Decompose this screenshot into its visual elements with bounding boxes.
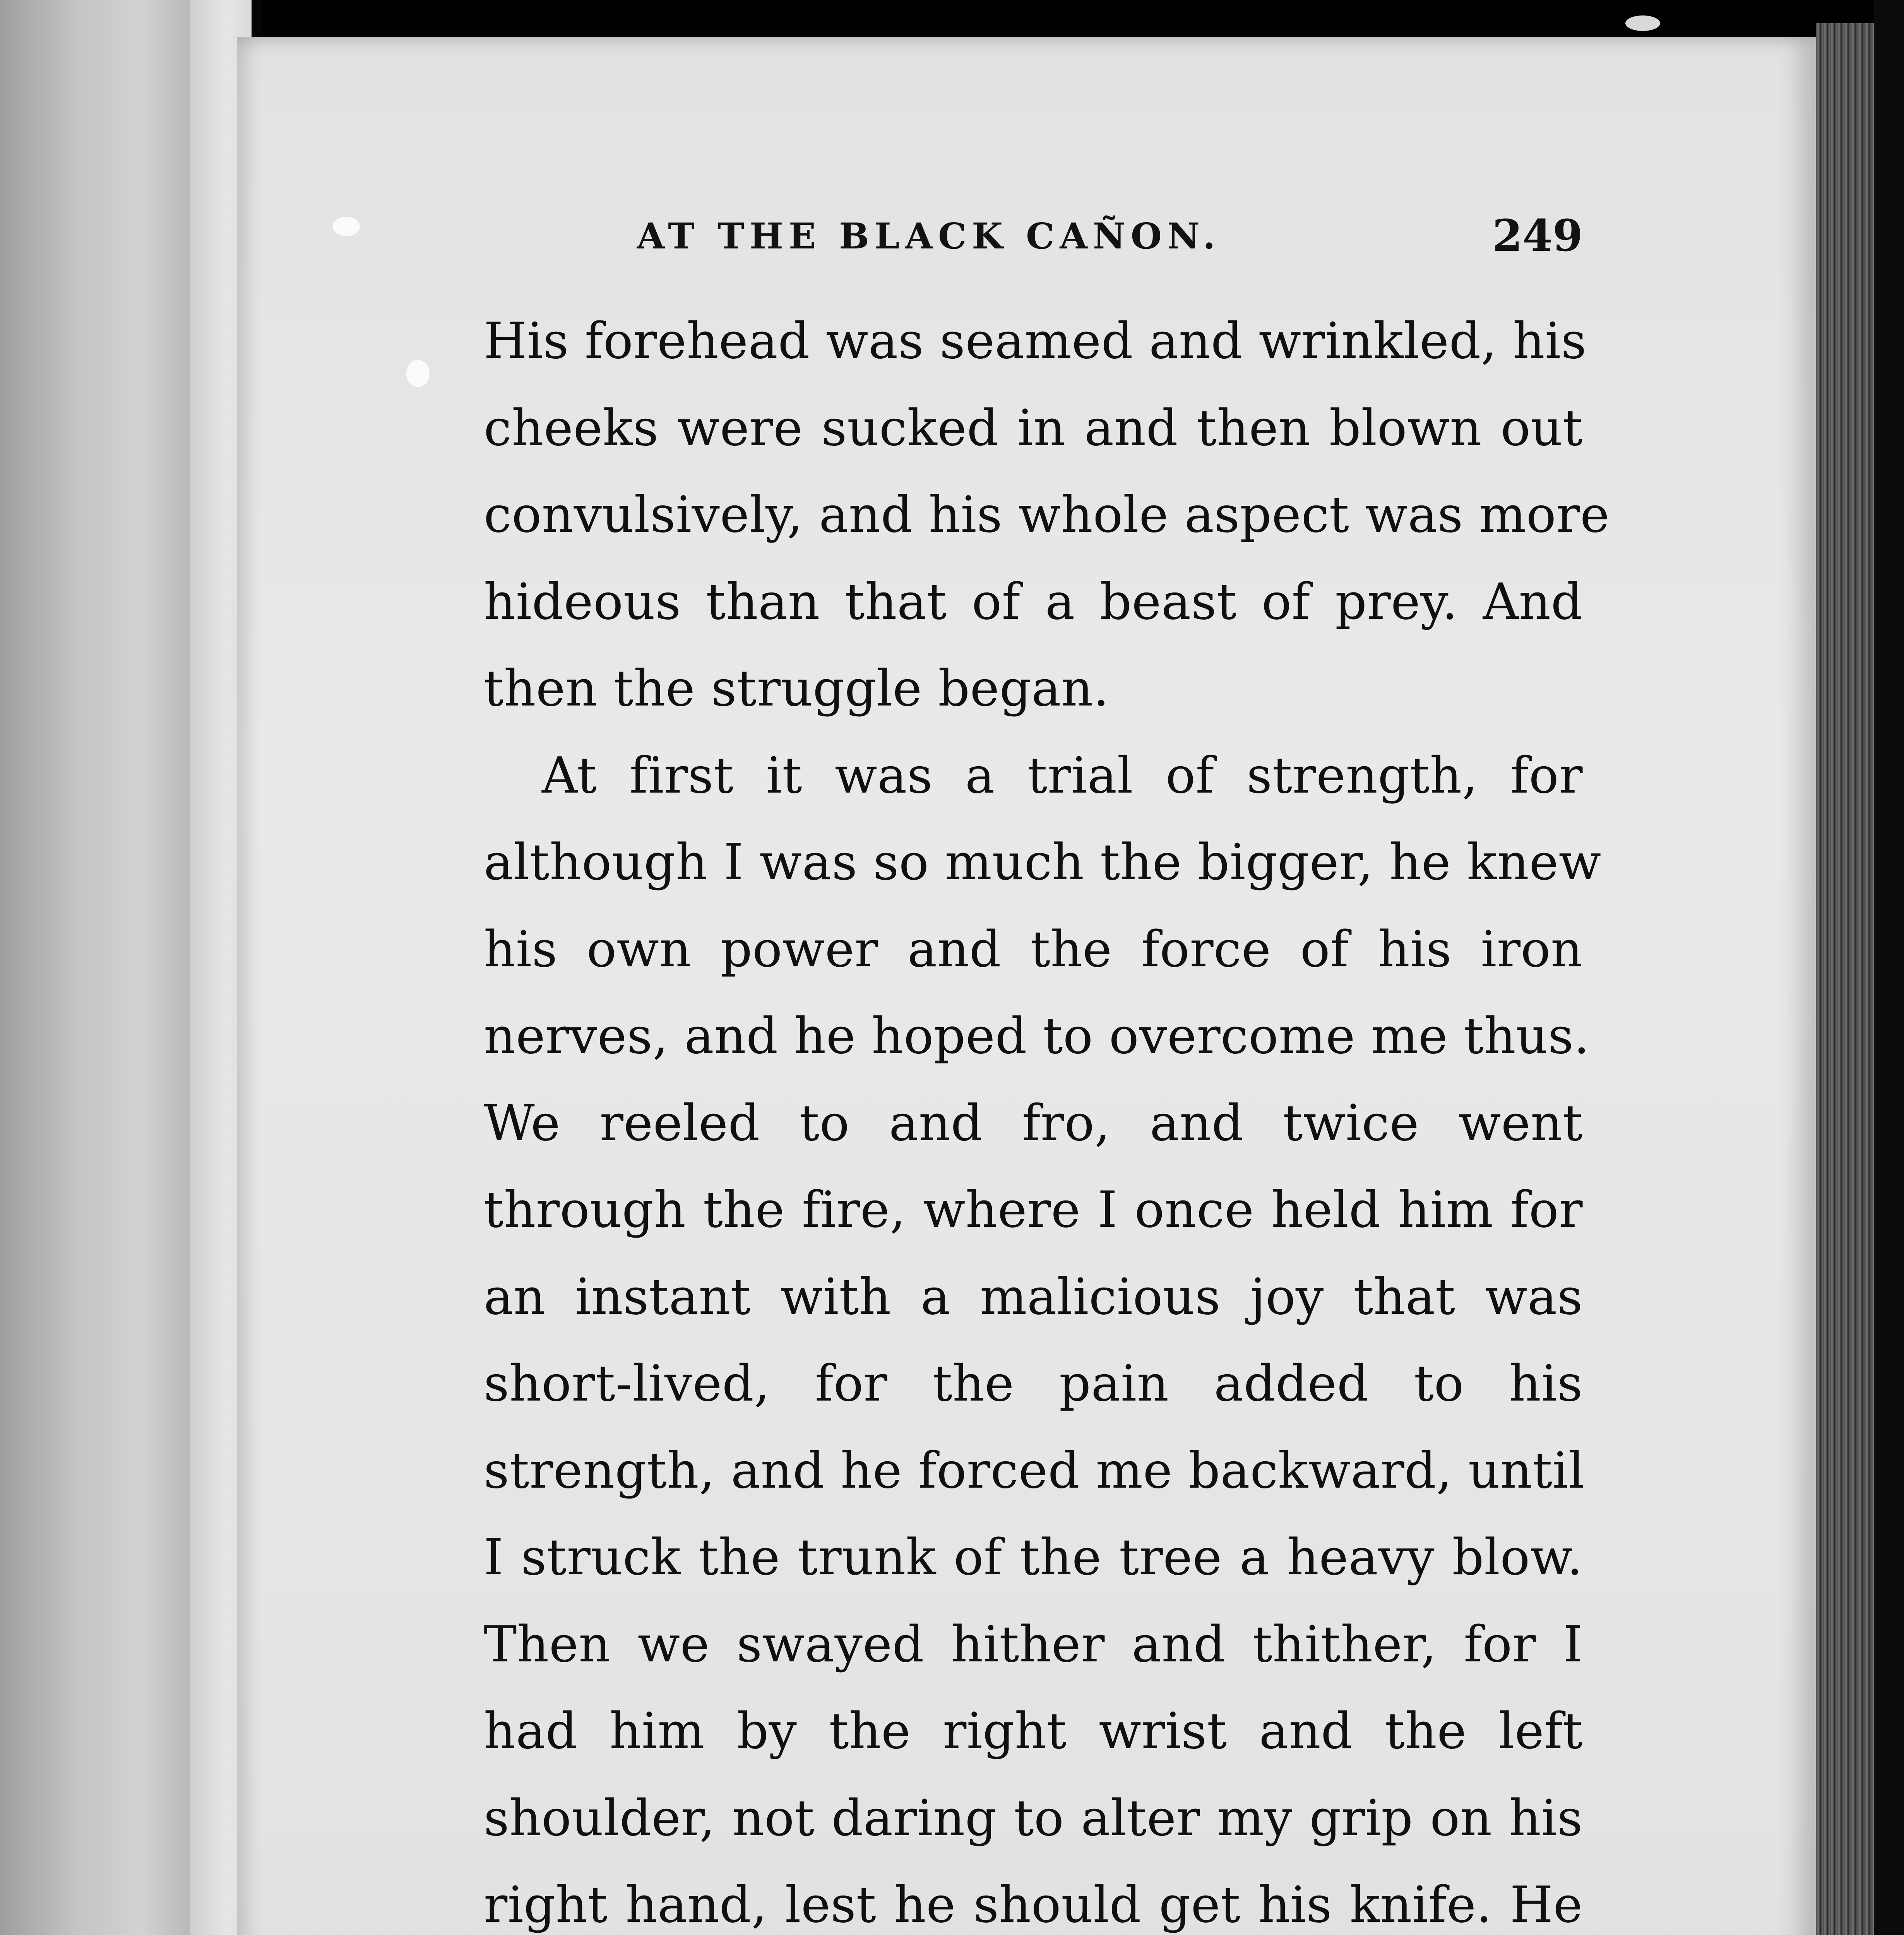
text-line: His forehead was seamed and wrinkled, his [484, 312, 1587, 370]
text-line: short-lived, for the pain added to his [484, 1355, 1583, 1413]
dust-speck [406, 360, 430, 387]
text-line: Then we swayed hither and thither, for I [484, 1615, 1583, 1673]
text-line: cheeks were sucked in and then blown out [484, 399, 1583, 457]
dust-speck [333, 217, 360, 236]
paragraph-start-line: At first it was a trial of strength, for [542, 747, 1583, 805]
text-line: I struck the trunk of the tree a heavy blow. [484, 1529, 1583, 1586]
text-line: convulsively, and his whole aspect was more [484, 486, 1610, 544]
text-line: hideous than that of a beast of prey. And [484, 573, 1583, 631]
left-page-fragment [0, 0, 190, 1935]
dust-speck [1625, 15, 1660, 31]
text-line: his own power and the force of his iron [484, 920, 1583, 978]
cover-edge [1874, 0, 1904, 1935]
paragraph-end-line: then the struggle began. [484, 660, 1110, 717]
text-line: We reeled to and fro, and twice went [484, 1094, 1583, 1152]
text-line: nerves, and he hoped to overcome me thus. [484, 1007, 1590, 1065]
text-line: had him by the right wrist and the left [484, 1702, 1583, 1760]
text-line: through the fire, where I once held him for [484, 1181, 1583, 1239]
text-line: right hand, lest he should get his knife. He [484, 1876, 1583, 1934]
text-line: although I was so much the bigger, he knew [484, 834, 1601, 891]
text-line: strength, and he forced me backward, until [484, 1442, 1585, 1500]
text-line: an instant with a malicious joy that was [484, 1268, 1583, 1326]
page-number: 249 [1492, 211, 1583, 261]
text-line: shoulder, not daring to alter my grip on his [484, 1789, 1583, 1847]
page-header [484, 209, 1583, 263]
running-head: AT THE BLACK CAÑON. [637, 215, 1221, 257]
page-edge-stack [1816, 23, 1874, 1935]
body-text [484, 298, 1610, 1935]
